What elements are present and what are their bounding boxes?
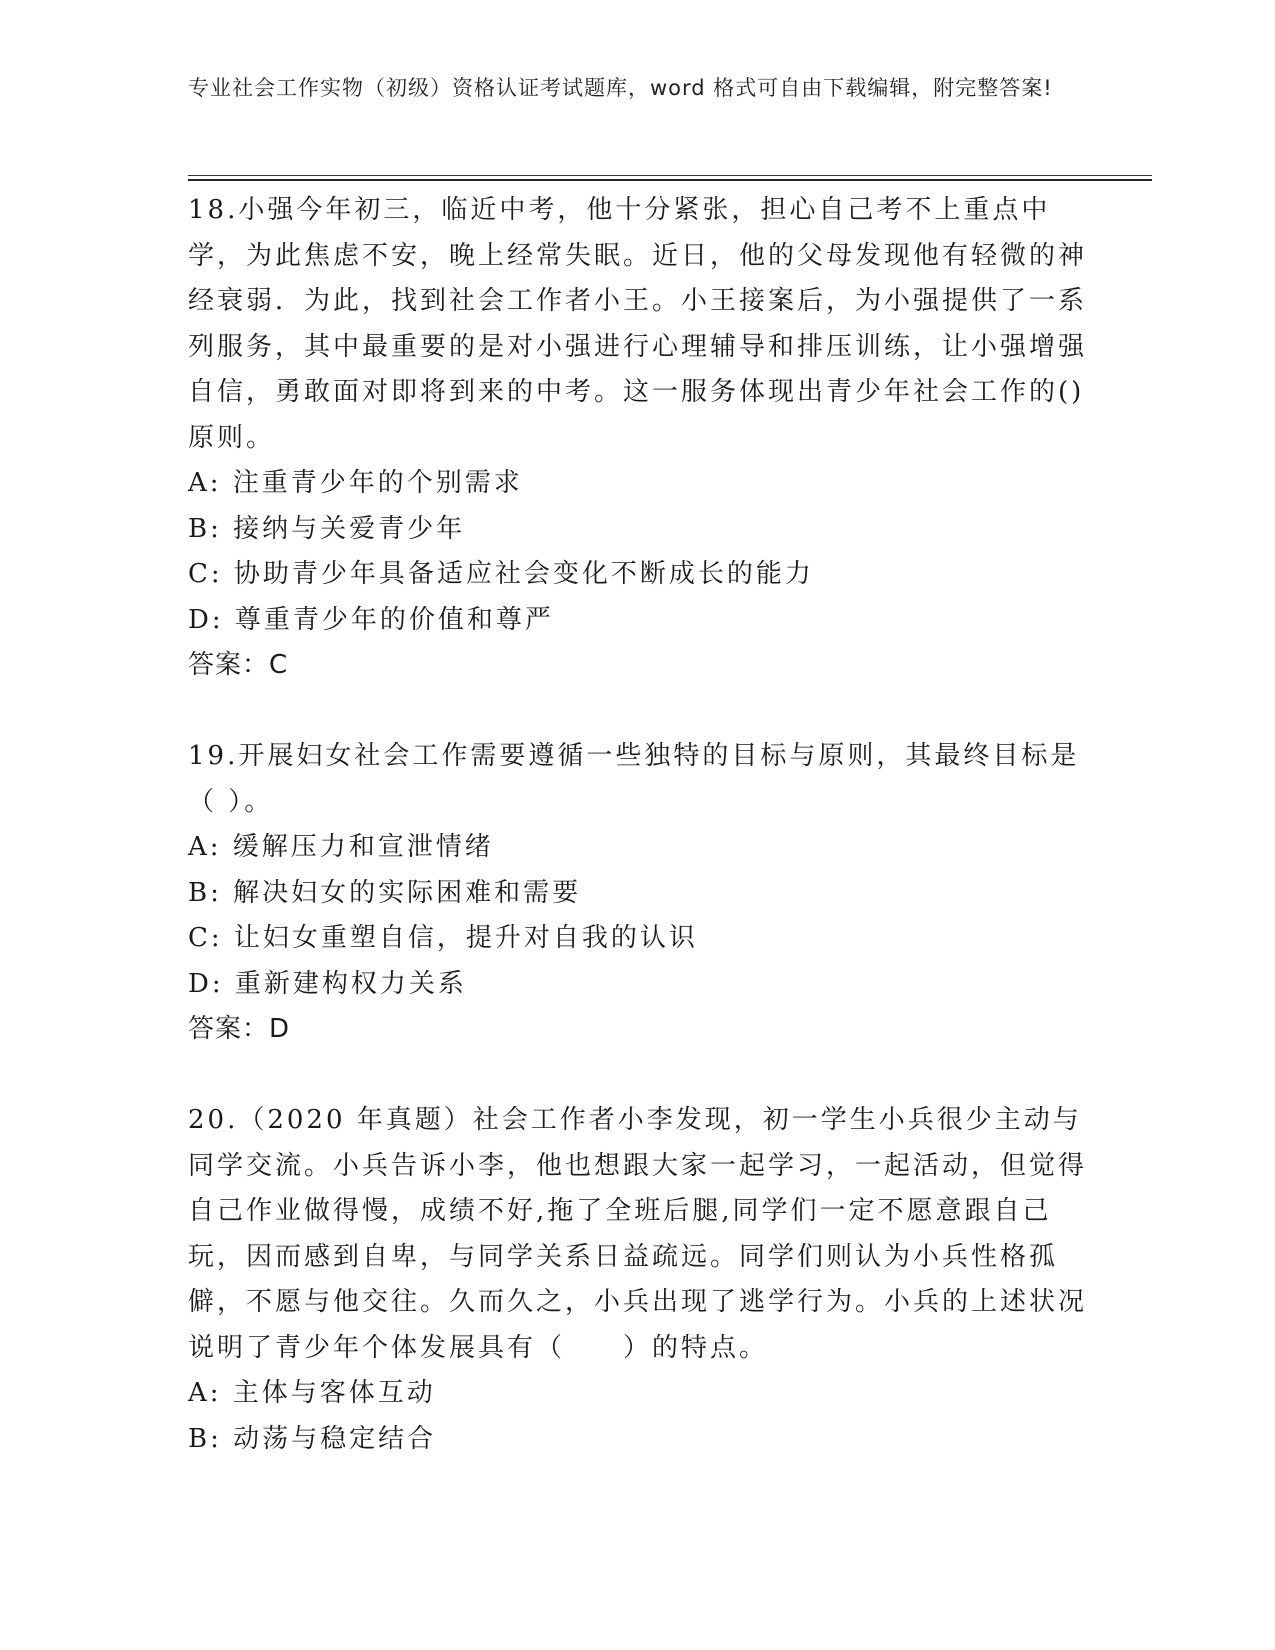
- question-text: 18.小强今年初三，临近中考，他十分紧张，担心自己考不上重点中学，为此焦虑不安，晚上经常失眠。近日，他的父母发现他有轻微的神经衰弱．为此，找到社会工作者小王。小王接案后，为小强提供了一系列服务，其中最重要的是对小强进行心理辅导和排压训练，让小强增强自信，勇敢面对即将到来的中考。这一服务体现出青少年社会工作的()原则。: [188, 195, 1088, 453]
- header-rule-thick: [188, 179, 1152, 181]
- option-c: C: 协助青少年具备适应社会变化不断成长的能力: [188, 559, 814, 589]
- option-d: D: 重新建构权力关系: [188, 968, 467, 999]
- document-header: 专业社会工作实物（初级）资格认证考试题库，word 格式可自由下载编辑，附完整答案!: [188, 76, 1053, 100]
- option-a: A: 主体与客体互动: [188, 1378, 436, 1408]
- option-b: B: 动荡与稳定结合: [188, 1423, 437, 1454]
- answer: 答案：C: [188, 650, 289, 680]
- option-b: B: 解决妇女的实际困难和需要: [188, 877, 582, 908]
- question-20: [188, 1098, 1088, 1462]
- spacer: [188, 1053, 1088, 1099]
- header-rule-thin: [188, 175, 1152, 176]
- option-c: C: 让妇女重塑自信，提升对自我的认识: [188, 923, 698, 953]
- question-18: [188, 188, 1088, 689]
- option-b: B: 接纳与关爱青少年: [188, 513, 466, 544]
- option-d: D: 尊重青少年的价值和尊严: [188, 604, 554, 635]
- question-text: 20.（2020 年真题）社会工作者小李发现，初一学生小兵很少主动与同学交流。小兵告诉小李，他也想跟大家一起学习，一起活动，但觉得自己作业做得慢，成绩不好,拖了全班后腿,同学们一定不愿意跟自己玩，因而感到自卑，与同学关系日益疏远。同学们则认为小兵性格孤僻，不愿与他交往。久而久之，小兵出现了逃学行为。小兵的上述状况说明了青少年个体发展具有（ ）的特点。: [188, 1105, 1088, 1363]
- question-list: [188, 188, 1088, 1462]
- question-19: [188, 734, 1088, 1053]
- spacer: [188, 689, 1088, 735]
- option-a: A: 注重青少年的个别需求: [188, 468, 523, 498]
- answer: 答案：D: [188, 1014, 291, 1044]
- question-text: 19.开展妇女社会工作需要遵循一些独特的目标与原则，其最终目标是（ ）。: [188, 741, 1080, 817]
- option-a: A: 缓解压力和宣泄情绪: [188, 832, 494, 862]
